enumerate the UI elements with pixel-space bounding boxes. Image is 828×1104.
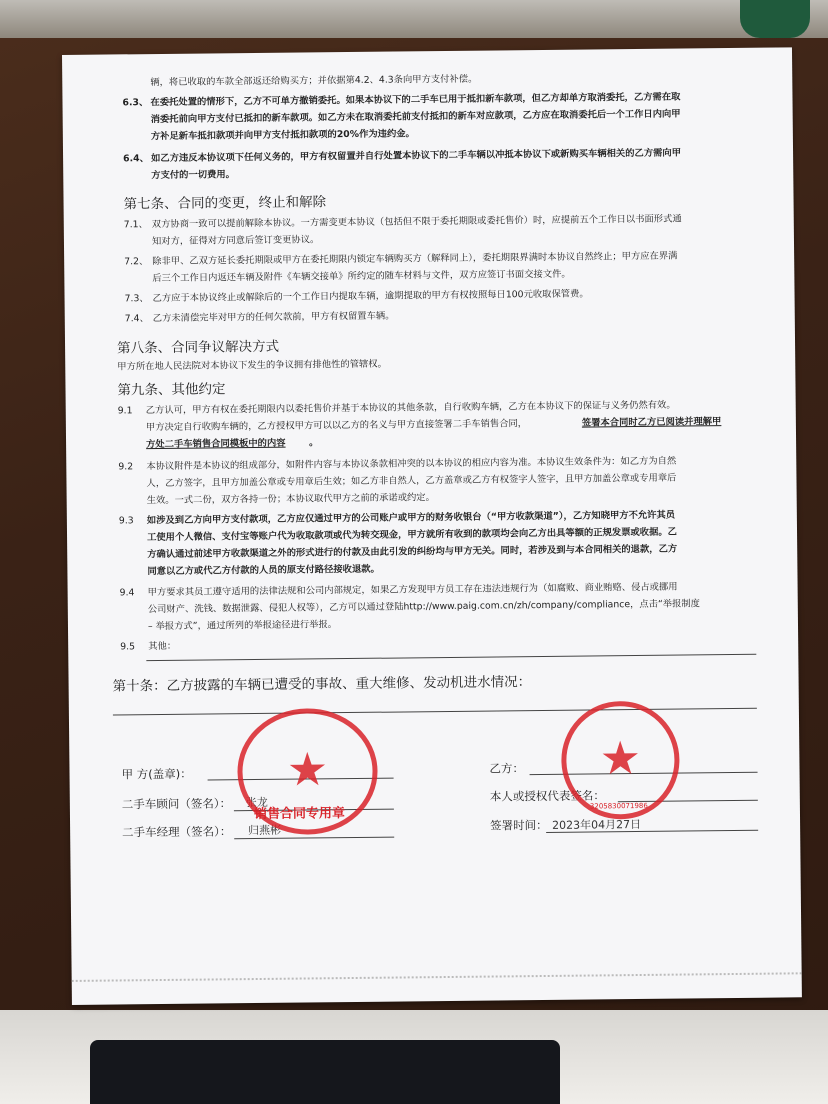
clause-7-4-number: 7.4、 xyxy=(124,313,149,325)
clause-9-4-line2: 公司财产、洗钱、数据泄露、侵犯人权等），乙方可以通过登陆http://www.paig.com.cn/zh/company/compliance，点击“举报制度 xyxy=(147,598,701,616)
clause-7-3-line1: 乙方应于本协议终止或解除后的一个工作日内提取车辆，逾期提取的甲方有权按照每日100元收取保管费。 xyxy=(152,288,589,305)
clause-7-4-line1: 乙方未清偿完毕对甲方的任何欠款前，甲方有权留置车辆。 xyxy=(152,310,395,325)
clause-9-3-number: 9.3 xyxy=(118,515,134,527)
section-9-title: 第九条、其他约定 xyxy=(117,381,226,399)
background-badge xyxy=(740,0,810,38)
section-8-title: 第八条、合同争议解决方式 xyxy=(116,338,280,357)
clause-9-1-line3-end: 。 xyxy=(309,437,319,449)
manager-signature: 归燕彬 xyxy=(248,823,282,838)
sign-time-value: 2023年04月27日 xyxy=(552,817,642,832)
consultant-signature: 张龙 xyxy=(245,795,268,810)
clause-7-1-line1: 双方协商一致可以提前解除本协议。一方需变更本协议（包括但不限于委托期限或委托售价）时，应提前五个工作日以书面形式通 xyxy=(151,213,682,231)
clause-9-4-line1: 甲方要求其员工遵守适用的法律法规和公司内部规定，如果乙方发现甲方员工存在违法违规行为（如腐败、商业贿赂、侵占或挪用 xyxy=(147,581,678,599)
clause-9-3-line2: 工使用个人微信、支付宝等账户代为收取款项或代为转交现金，甲方就所有收到的款项均会向乙方出具等额的正规发票或收据。乙 xyxy=(147,526,678,544)
clause-9-5-blank-line xyxy=(146,654,756,661)
clause-9-4-number: 9.4 xyxy=(119,587,135,599)
clause-9-1-line1: 乙方认可，甲方有权在委托期限内以委托售价并基于本协议的其他条款，自行收购车辆，乙方在本协议下的保证与义务仍然有效。 xyxy=(145,399,676,417)
section-7-title: 第七条、合同的变更，终止和解除 xyxy=(123,194,327,213)
section-8-line1: 甲方所在地人民法院对本协议下发生的争议拥有排他性的管辖权。 xyxy=(117,358,387,373)
section-10-blank-line xyxy=(113,708,757,716)
clause-6-3-line3: 方补足新车抵扣款项并向甲方支付抵扣款项的20%作为违约金。 xyxy=(150,128,415,143)
clause-7-2-line1: 除非甲、乙双方延长委托期限或甲方在委托期限内锁定车辆购买方（解释同上），委托期限界满时本协议自然终止；甲方应在界满 xyxy=(152,250,678,268)
clause-7-2-line2: 后三个工作日内返还车辆及附件《车辆交接单》所约定的随车材料与文件，双方应签订书面交接文件。 xyxy=(152,268,571,285)
party-a-label: 甲 方(盖章)： xyxy=(121,766,192,782)
clause-9-1-line3: 方处二手车销售合同模板中的内容 xyxy=(146,437,286,451)
contract-page xyxy=(62,47,802,1005)
clause-9-3-line4: 同意以乙方或代乙方付款的人员的原支付路径接收退款。 xyxy=(147,563,380,578)
party-b-label: 乙方： xyxy=(489,761,525,776)
clause-9-4-line3: – 举报方式”，通过所列的举报途径进行举报。 xyxy=(147,619,338,633)
clause-7-1-number: 7.1、 xyxy=(123,219,148,231)
clause-6-2-tail: 辆，将已收取的车款全部返还给购买方；并依据第4.2、4.3条向甲方支付补偿。 xyxy=(150,73,478,89)
clause-9-1-number: 9.1 xyxy=(117,405,133,417)
clause-9-1-line2b: 签署本合同时乙方已阅读并理解甲 xyxy=(581,416,722,429)
clause-9-2-line3: 生效。一式二份，双方各持一份；本协议取代甲方之前的承诺或约定。 xyxy=(146,492,435,507)
seal-left-text: 销售合同专用章 xyxy=(253,806,346,823)
clause-9-3-line1: 如涉及到乙方向甲方支付款项，乙方应仅通过甲方的公司账户或甲方的财务收银台（“甲方收款渠道”），乙方知晓甲方不允许其员 xyxy=(146,509,676,527)
shoe-shadow xyxy=(90,1040,560,1104)
seal-star-icon: ★ xyxy=(599,730,642,786)
clause-9-2-number: 9.2 xyxy=(118,461,134,473)
manager-label: 二手车经理（签名）： xyxy=(122,824,232,840)
clause-7-2-number: 7.2、 xyxy=(124,256,149,268)
clause-9-5-label: 其他： xyxy=(148,640,177,653)
clause-6-4-number: 6.4、 xyxy=(123,153,149,165)
clause-9-3-line3: 方确认通过前述甲方收款渠道之外的形式进行的付款及由此引发的纠纷均与甲方无关。同时，若涉及到与本合同相关的退款，乙方 xyxy=(147,543,678,561)
background-top xyxy=(0,0,828,38)
clause-9-2-line1: 本协议附件是本协议的组成部分，如附件内容与本协议条款相冲突的以本协议的相应内容为准。本协议生效条件为：如乙方为自然 xyxy=(146,455,677,473)
agent-label: 本人或授权代表签名： xyxy=(489,788,605,804)
seal-star-icon: ★ xyxy=(286,741,329,797)
clause-7-1-line2: 知对方，征得对方同意后签订变更协议。 xyxy=(151,234,320,248)
clause-9-2-line2: 人，乙方签字，且甲方加盖公章或专用章后生效；如乙方非自然人，乙方盖章或乙方有权签字人签字，且甲方加盖公章或专用章后 xyxy=(146,472,677,490)
clause-6-4-line1: 如乙方违反本协议项下任何义务的，甲方有权留置并自行处置本协议下的二手车辆以冲抵本协议下或新购买车辆相关的乙方需向甲 xyxy=(151,147,682,165)
page-bottom-perforation xyxy=(72,972,802,992)
sign-time-label: 签署时间： xyxy=(490,817,548,833)
clause-6-3-line2: 消委托前向甲方支付已抵扣的新车款项。如乙方未在取消委托前支付抵扣的新车对应款项，乙方应在取消委托后一个工作日内向甲 xyxy=(150,108,681,126)
seal-right-number: 3205830071986 xyxy=(589,801,648,811)
consultant-label: 二手车顾问（签名）： xyxy=(121,796,232,812)
section-10-title: 第十条：乙方披露的车辆已遭受的事故、重大维修、发动机进水情况： xyxy=(112,674,532,695)
clause-6-3-line1: 在委托处置的情形下，乙方不可单方撤销委托。如果本协议下的二手车已用于抵扣新车款项，但乙方却单方取消委托，乙方需在取 xyxy=(150,91,681,109)
clause-9-1-line2a: 甲方决定自行收购车辆的，乙方授权甲方可以以乙方的名义与甲方直接签署二手车销售合同， xyxy=(145,418,528,434)
clause-6-3-number: 6.3、 xyxy=(122,97,149,109)
clause-9-5-number: 9.5 xyxy=(120,641,136,653)
clause-7-3-number: 7.3、 xyxy=(124,293,149,305)
clause-6-4-line2: 方支付的一切费用。 xyxy=(151,169,236,182)
